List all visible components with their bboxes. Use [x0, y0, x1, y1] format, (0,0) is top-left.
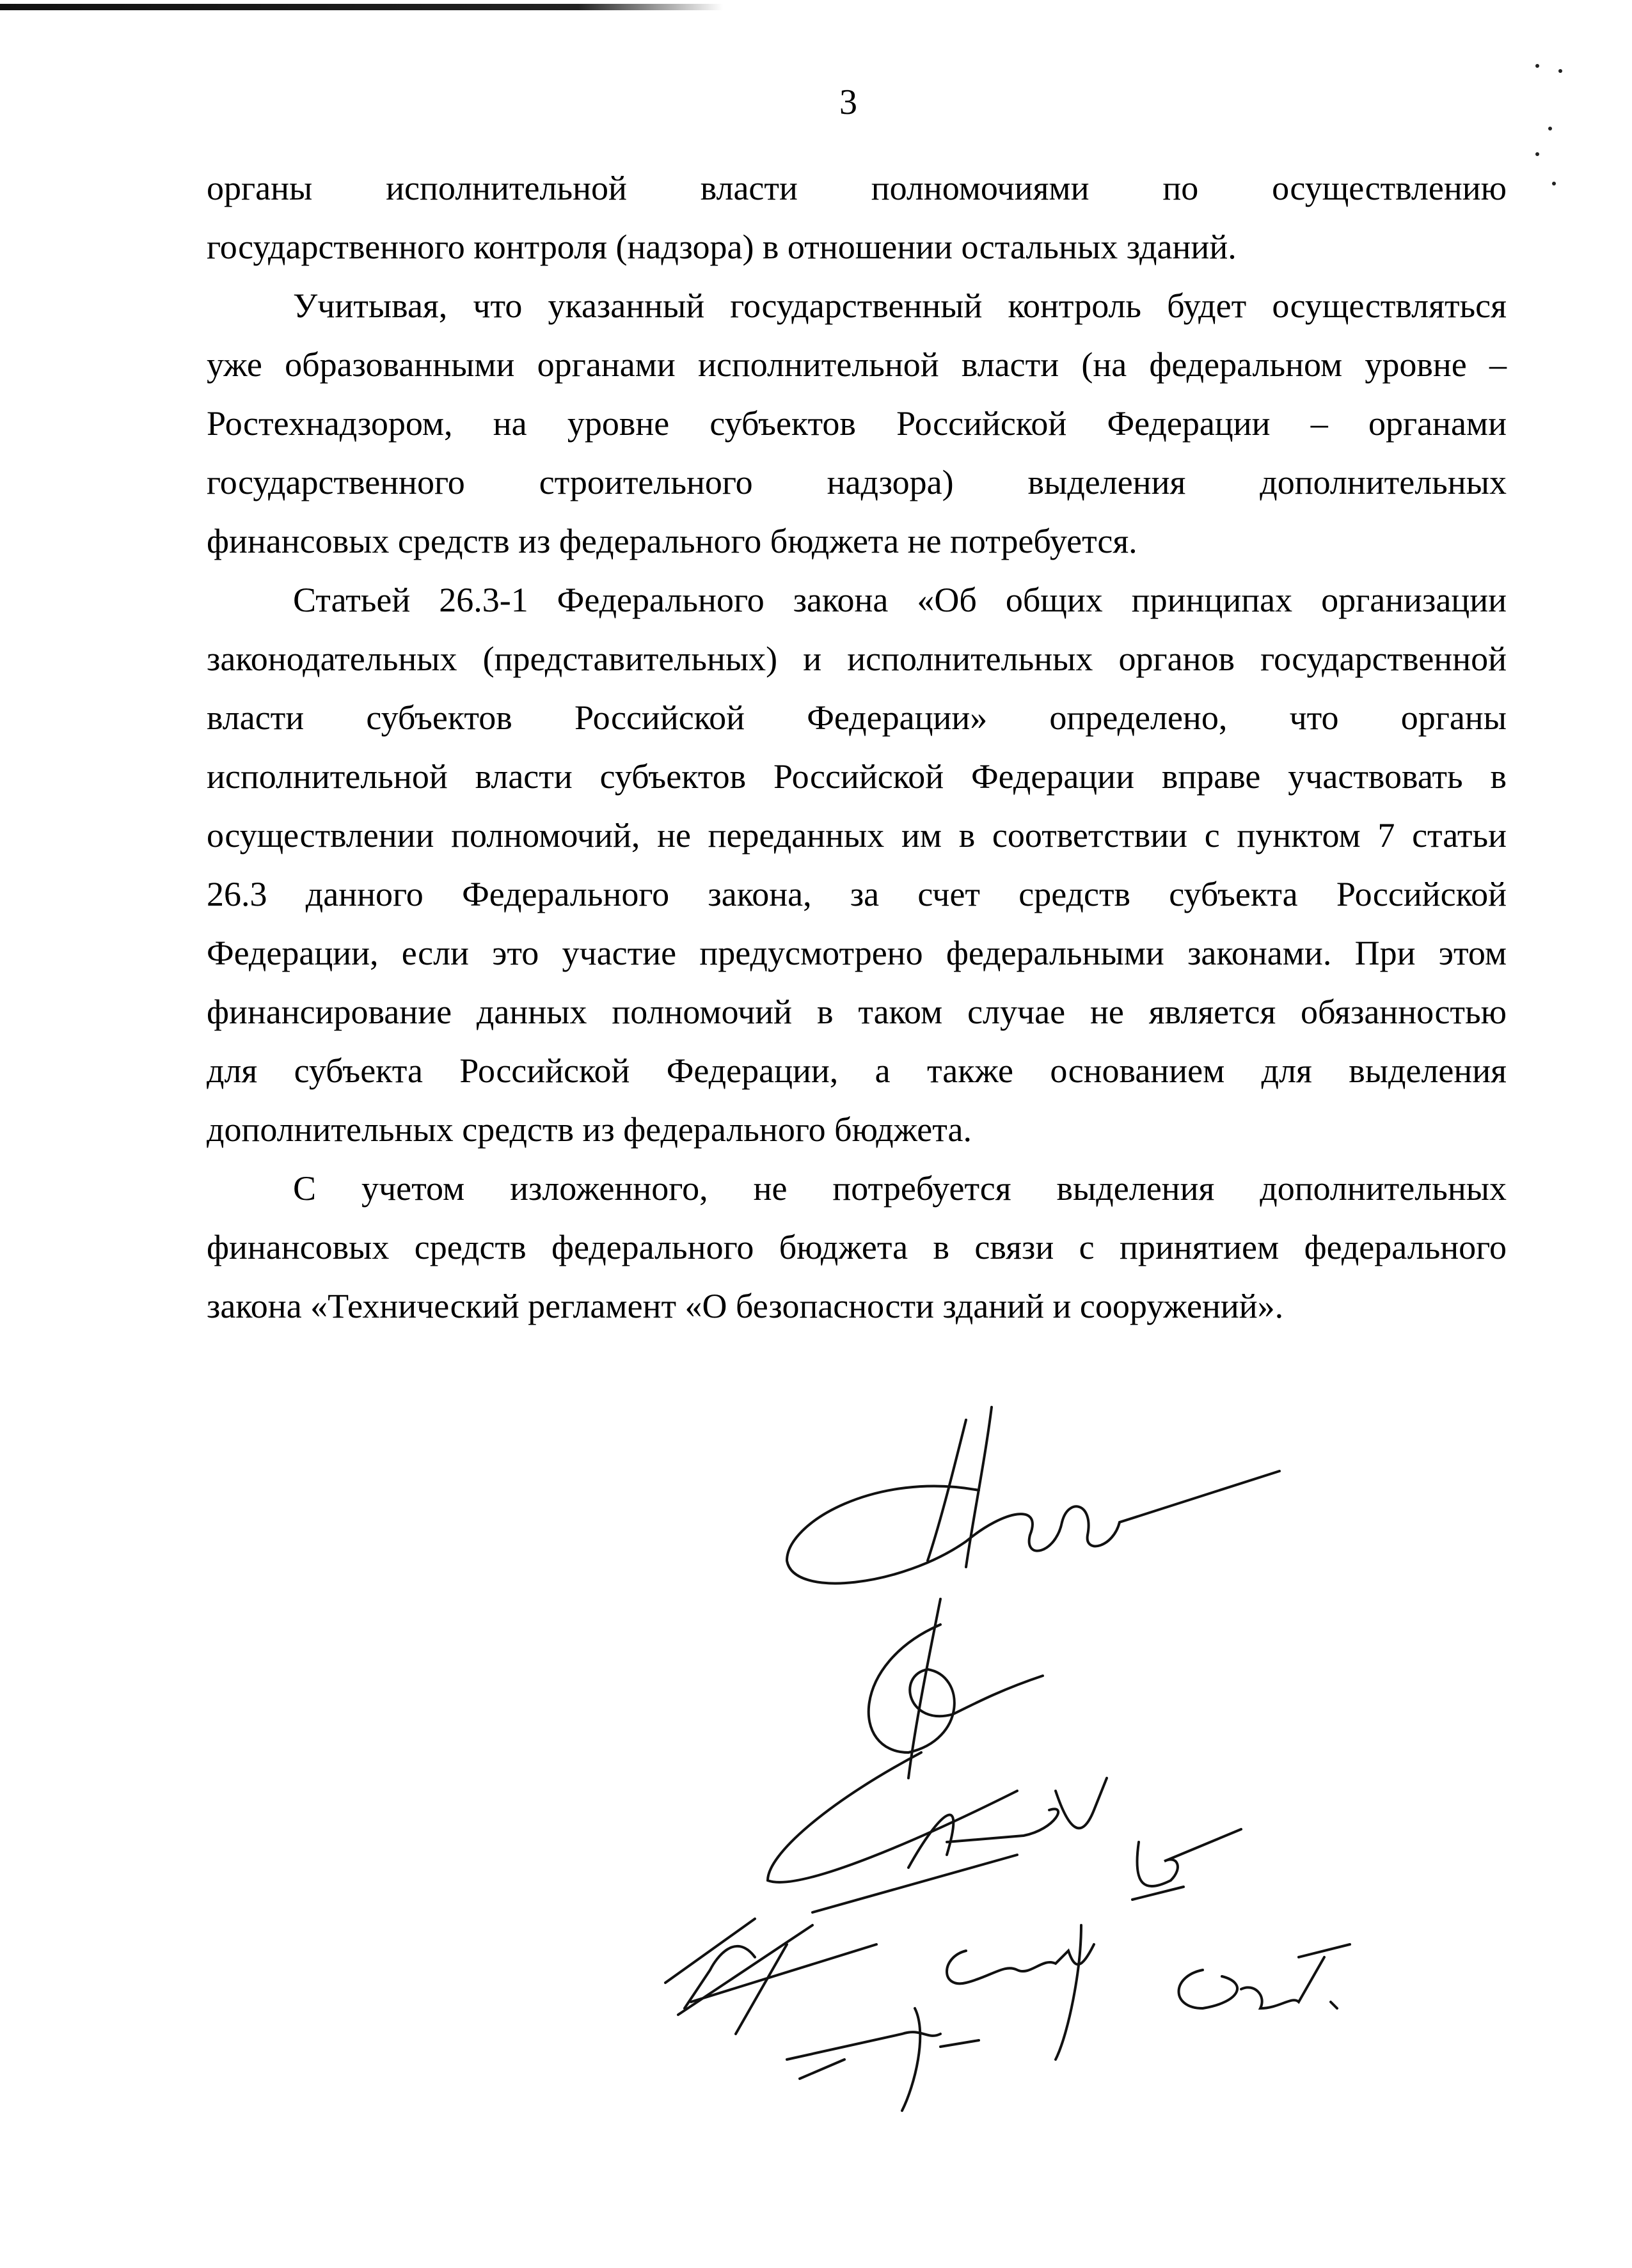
text-line: уже образованными органами исполнительной власти (на федеральном уровне –	[207, 345, 1507, 384]
text-line: финансовых средств федерального бюджета в связи с принятием федерального	[207, 1228, 1507, 1266]
text-line: органы исполнительной власти полномочиями по осуществлению	[207, 169, 1507, 207]
text-line: Федерации, если это участие предусмотрено федеральными законами. При этом	[207, 934, 1507, 972]
text-line: Учитывая, что указанный государственный контроль будет осуществляться	[293, 287, 1507, 325]
paragraph	[207, 571, 1507, 1159]
paragraph	[207, 1159, 1507, 1335]
text-line: финансовых средств из федерального бюджета не потребуется.	[207, 522, 1137, 560]
scan-edge-line	[0, 4, 723, 10]
paragraph	[207, 276, 1507, 571]
text-line: 26.3 данного Федерального закона, за счет средств субъекта Российской	[207, 875, 1507, 913]
scan-speck	[1535, 64, 1539, 68]
page-number: 3	[839, 83, 857, 122]
text-line: законодательных (представительных) и исполнительных органов государственной	[207, 640, 1507, 678]
scan-speck	[1535, 152, 1539, 156]
scan-speck	[1552, 182, 1556, 185]
scan-speck	[1548, 127, 1552, 130]
text-line: государственного строительного надзора) выделения дополнительных	[207, 463, 1507, 501]
paragraph	[207, 159, 1507, 276]
text-line: осуществлении полномочий, не переданных им в соответствии с пунктом 7 статьи	[207, 816, 1507, 854]
text-line: дополнительных средств из федерального бюджета.	[207, 1110, 972, 1149]
text-line: исполнительной власти субъектов Российской Федерации вправе участвовать в	[207, 757, 1507, 796]
text-line: Статьей 26.3-1 Федерального закона «Об общих принципах организации	[293, 581, 1507, 619]
text-line: закона «Технический регламент «О безопасности зданий и сооружений».	[207, 1287, 1284, 1325]
text-line: С учетом изложенного, не потребуется выделения дополнительных	[293, 1169, 1507, 1208]
document-body	[207, 159, 1507, 1335]
handwritten-signatures	[608, 1394, 1503, 2226]
text-line: Ростехнадзором, на уровне субъектов Российской Федерации – органами	[207, 404, 1507, 443]
scan-speck	[1558, 69, 1562, 73]
text-line: государственного контроля (надзора) в отношении остальных зданий.	[207, 228, 1237, 266]
text-line: для субъекта Российской Федерации, а также основанием для выделения	[207, 1051, 1507, 1090]
text-line: власти субъектов Российской Федерации» определено, что органы	[207, 698, 1507, 737]
text-line: финансирование данных полномочий в таком случае не является обязанностью	[207, 993, 1507, 1031]
